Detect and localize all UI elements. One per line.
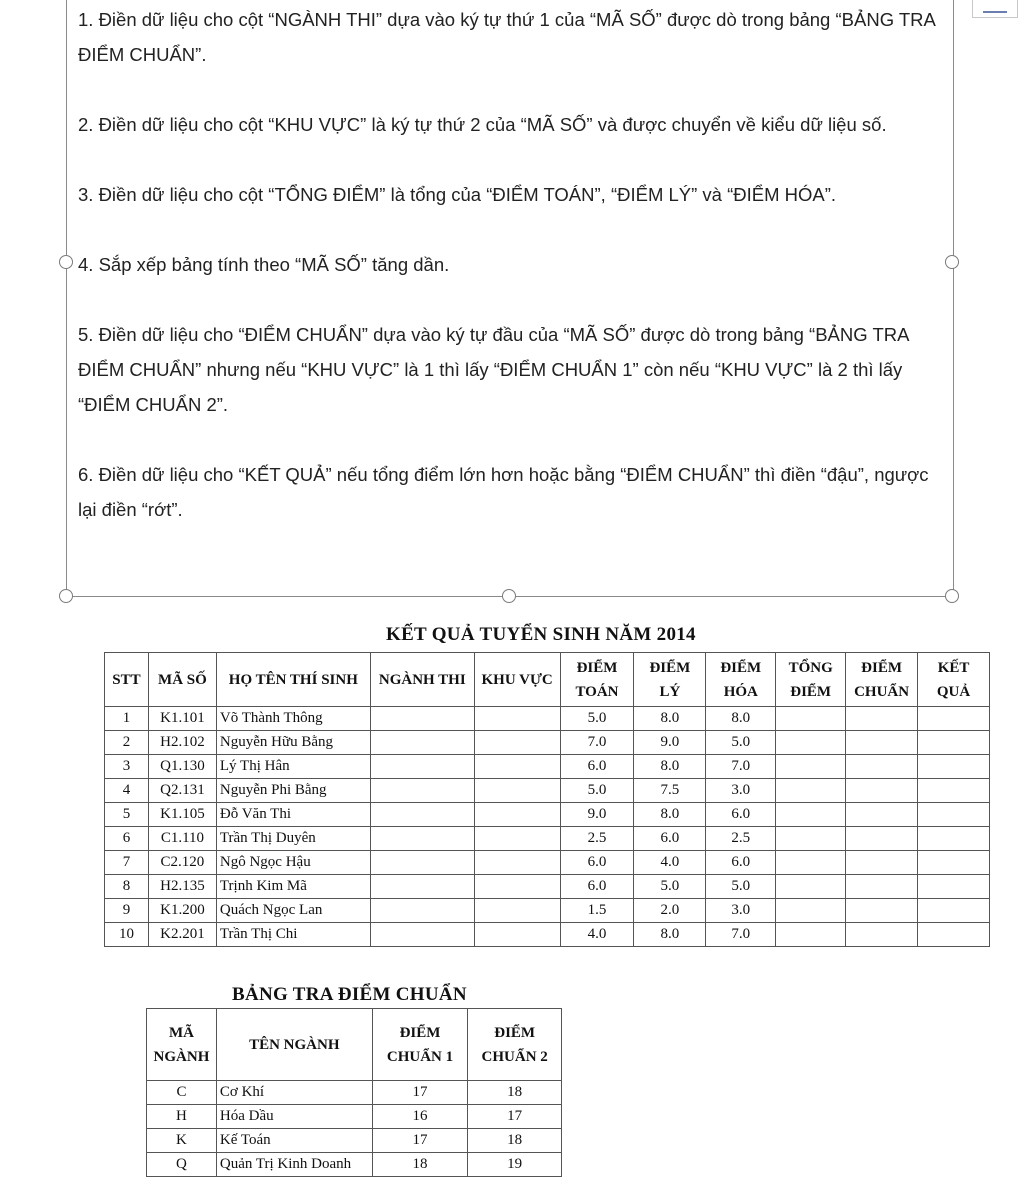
header-ho-ten: HỌ TÊN THÍ SINH	[216, 653, 370, 707]
cell-diem-ly[interactable]: 9.0	[634, 731, 706, 755]
cell-khu-vuc[interactable]	[474, 707, 560, 731]
cell-ma-so[interactable]: K1.105	[148, 803, 216, 827]
cell-diem-chuan[interactable]	[846, 707, 918, 731]
cell-stt[interactable]: 2	[105, 731, 149, 755]
cell-khu-vuc[interactable]	[474, 827, 560, 851]
cell-ten-nganh[interactable]: Hóa Dầu	[216, 1105, 372, 1129]
cell-nganh-thi[interactable]	[370, 731, 474, 755]
cell-ho-ten[interactable]: Lý Thị Hân	[216, 755, 370, 779]
table-row	[105, 899, 990, 923]
cell-diem-chuan-2[interactable]: 18	[468, 1081, 562, 1105]
instruction-4: 4. Sắp xếp bảng tính theo “MÃ SỐ” tăng dần.	[78, 254, 450, 275]
header-diem-toan: ĐIỂM TOÁN	[560, 653, 634, 707]
cell-diem-toan[interactable]: 5.0	[560, 779, 634, 803]
cell-diem-hoa[interactable]: 5.0	[706, 731, 776, 755]
cell-diem-chuan-2[interactable]: 17	[468, 1105, 562, 1129]
cell-diem-hoa[interactable]: 3.0	[706, 779, 776, 803]
cell-diem-chuan-1[interactable]: 17	[372, 1081, 468, 1105]
header-khu-vuc: KHU VỰC	[474, 653, 560, 707]
cell-diem-hoa[interactable]: 6.0	[706, 851, 776, 875]
header-diem-hoa: ĐIỂM HÓA	[706, 653, 776, 707]
cell-ho-ten[interactable]: Trần Thị Duyên	[216, 827, 370, 851]
header-ma-so: MÃ SỐ	[148, 653, 216, 707]
cell-stt[interactable]: 8	[105, 875, 149, 899]
cell-ma-nganh[interactable]: H	[147, 1105, 217, 1129]
cell-stt[interactable]: 7	[105, 851, 149, 875]
header-diem-ly: ĐIỂM LÝ	[634, 653, 706, 707]
cell-nganh-thi[interactable]	[370, 803, 474, 827]
cell-ho-ten[interactable]: Nguyễn Phi Bằng	[216, 779, 370, 803]
header-nganh-thi: NGÀNH THI	[370, 653, 474, 707]
cell-khu-vuc[interactable]	[474, 851, 560, 875]
cell-diem-chuan[interactable]	[846, 851, 918, 875]
cell-nganh-thi[interactable]	[370, 779, 474, 803]
cell-tong-diem[interactable]	[776, 923, 846, 947]
cell-ho-ten[interactable]: Trịnh Kim Mã	[216, 875, 370, 899]
cell-ket-qua[interactable]	[918, 923, 990, 947]
cell-ma-so[interactable]: K1.101	[148, 707, 216, 731]
table-row	[147, 1081, 562, 1105]
table-row	[147, 1129, 562, 1153]
cell-stt[interactable]: 6	[105, 827, 149, 851]
cell-ma-nganh[interactable]: C	[147, 1081, 217, 1105]
cell-ten-nganh[interactable]: Quản Trị Kinh Doanh	[216, 1153, 372, 1177]
table-row	[105, 827, 990, 851]
resize-handle-bottom-left[interactable]	[59, 589, 73, 603]
cell-diem-toan[interactable]: 2.5	[560, 827, 634, 851]
cell-khu-vuc[interactable]	[474, 755, 560, 779]
table-row	[105, 731, 990, 755]
cell-diem-chuan-2[interactable]: 19	[468, 1153, 562, 1177]
cell-diem-chuan[interactable]	[846, 755, 918, 779]
cell-diem-chuan[interactable]	[846, 827, 918, 851]
cell-ho-ten[interactable]: Võ Thành Thông	[216, 707, 370, 731]
cell-nganh-thi[interactable]	[370, 827, 474, 851]
instruction-2: 2. Điền dữ liệu cho cột “KHU VỰC” là ký tự thứ 2 của “MÃ SỐ” và được chuyển về kiểu dữ liệu số.	[78, 114, 887, 135]
table-row	[105, 875, 990, 899]
cell-diem-chuan[interactable]	[846, 731, 918, 755]
cell-diem-ly[interactable]: 2.0	[634, 899, 706, 923]
instruction-1: 1. Điền dữ liệu cho cột “NGÀNH THI” dựa vào ký tự thứ 1 của “MÃ SỐ” được dò trong bảng “BẢNG TRA ĐIỂM CHUẨN”.	[78, 9, 935, 65]
table-row	[105, 803, 990, 827]
cell-khu-vuc[interactable]	[474, 803, 560, 827]
cell-diem-ly[interactable]: 4.0	[634, 851, 706, 875]
cell-tong-diem[interactable]	[776, 755, 846, 779]
cell-diem-hoa[interactable]: 2.5	[706, 827, 776, 851]
cell-nganh-thi[interactable]	[370, 851, 474, 875]
cell-khu-vuc[interactable]	[474, 731, 560, 755]
header-stt: STT	[105, 653, 149, 707]
cell-ma-nganh[interactable]: K	[147, 1129, 217, 1153]
cell-ten-nganh[interactable]: Kế Toán	[216, 1129, 372, 1153]
cell-diem-toan[interactable]: 6.0	[560, 851, 634, 875]
cell-diem-chuan-1[interactable]: 17	[372, 1129, 468, 1153]
cell-diem-ly[interactable]: 8.0	[634, 707, 706, 731]
results-table	[104, 652, 990, 947]
cell-stt[interactable]: 4	[105, 779, 149, 803]
cell-stt[interactable]: 10	[105, 923, 149, 947]
cell-nganh-thi[interactable]	[370, 707, 474, 731]
cell-ket-qua[interactable]	[918, 851, 990, 875]
cell-ket-qua[interactable]	[918, 731, 990, 755]
cell-khu-vuc[interactable]	[474, 923, 560, 947]
cell-diem-toan[interactable]: 1.5	[560, 899, 634, 923]
cell-diem-toan[interactable]: 6.0	[560, 755, 634, 779]
cell-diem-toan[interactable]: 4.0	[560, 923, 634, 947]
cell-diem-toan[interactable]: 7.0	[560, 731, 634, 755]
cell-ket-qua[interactable]	[918, 827, 990, 851]
cell-diem-chuan-2[interactable]: 18	[468, 1129, 562, 1153]
lookup-table	[146, 1008, 562, 1177]
cell-ma-so[interactable]: H2.102	[148, 731, 216, 755]
cell-khu-vuc[interactable]	[474, 899, 560, 923]
cell-ma-so[interactable]: K2.201	[148, 923, 216, 947]
cell-nganh-thi[interactable]	[370, 755, 474, 779]
cell-tong-diem[interactable]	[776, 827, 846, 851]
cell-ho-ten[interactable]: Quách Ngọc Lan	[216, 899, 370, 923]
cell-diem-chuan-1[interactable]: 16	[372, 1105, 468, 1129]
instruction-5: 5. Điền dữ liệu cho “ĐIỂM CHUẨN” dựa vào ký tự đầu của “MÃ SỐ” được dò trong bảng “BẢNG TRA ĐIỂM CHUẨN” nhưng nếu “KHU VỰC” là 1 thì lấy “ĐIỂM CHUẨN 1” còn nếu “KHU VỰC” là 2 thì lấy “ĐIỂM CHUẨN 2”.	[78, 324, 909, 415]
cell-ket-qua[interactable]	[918, 779, 990, 803]
cell-ma-so[interactable]: K1.200	[148, 899, 216, 923]
results-table-title: KẾT QUẢ TUYỂN SINH NĂM 2014	[386, 624, 696, 645]
cell-diem-chuan[interactable]	[846, 923, 918, 947]
table-row	[105, 851, 990, 875]
cell-diem-chuan[interactable]	[846, 875, 918, 899]
header-tong-diem: TỔNG ĐIỂM	[776, 653, 846, 707]
cell-diem-toan[interactable]: 9.0	[560, 803, 634, 827]
cell-diem-chuan[interactable]	[846, 803, 918, 827]
cell-ho-ten[interactable]: Nguyễn Hữu Bằng	[216, 731, 370, 755]
cell-ket-qua[interactable]	[918, 755, 990, 779]
cell-diem-chuan[interactable]	[846, 899, 918, 923]
cell-diem-hoa[interactable]: 7.0	[706, 923, 776, 947]
table-row	[147, 1105, 562, 1129]
header-ma-nganh: MÃ NGÀNH	[147, 1009, 217, 1081]
cell-ket-qua[interactable]	[918, 875, 990, 899]
header-ket-qua: KẾT QUẢ	[918, 653, 990, 707]
cell-diem-chuan[interactable]	[846, 779, 918, 803]
cell-tong-diem[interactable]	[776, 779, 846, 803]
cell-diem-hoa[interactable]: 5.0	[706, 875, 776, 899]
cell-tong-diem[interactable]	[776, 803, 846, 827]
header-diem-chuan-1: ĐIỂM CHUẨN 1	[372, 1009, 468, 1081]
cell-diem-hoa[interactable]: 3.0	[706, 899, 776, 923]
cell-stt[interactable]: 5	[105, 803, 149, 827]
cell-stt[interactable]: 3	[105, 755, 149, 779]
cell-ma-nganh[interactable]: Q	[147, 1153, 217, 1177]
cell-stt[interactable]: 9	[105, 899, 149, 923]
cell-diem-ly[interactable]: 8.0	[634, 755, 706, 779]
cell-ten-nganh[interactable]: Cơ Khí	[216, 1081, 372, 1105]
cell-diem-ly[interactable]: 8.0	[634, 923, 706, 947]
cell-diem-ly[interactable]: 8.0	[634, 803, 706, 827]
cell-tong-diem[interactable]	[776, 875, 846, 899]
cell-ket-qua[interactable]	[918, 707, 990, 731]
resize-handle-left[interactable]	[59, 255, 73, 269]
cell-ket-qua[interactable]	[918, 803, 990, 827]
cell-diem-toan[interactable]: 5.0	[560, 707, 634, 731]
cell-ho-ten[interactable]: Đỗ Văn Thi	[216, 803, 370, 827]
table-row	[105, 923, 990, 947]
header-diem-chuan: ĐIỂM CHUẨN	[846, 653, 918, 707]
table-row	[105, 755, 990, 779]
table-row	[105, 779, 990, 803]
page-corner-mark	[972, 0, 1018, 18]
cell-nganh-thi[interactable]	[370, 923, 474, 947]
cell-diem-ly[interactable]: 7.5	[634, 779, 706, 803]
table-row	[105, 707, 990, 731]
cell-diem-hoa[interactable]: 7.0	[706, 755, 776, 779]
cell-tong-diem[interactable]	[776, 899, 846, 923]
instructions-text[interactable]	[78, 2, 938, 562]
cell-khu-vuc[interactable]	[474, 779, 560, 803]
cell-diem-hoa[interactable]: 6.0	[706, 803, 776, 827]
cell-diem-chuan-1[interactable]: 18	[372, 1153, 468, 1177]
cell-ma-so[interactable]: Q1.130	[148, 755, 216, 779]
cell-tong-diem[interactable]	[776, 707, 846, 731]
resize-handle-bottom-right[interactable]	[945, 589, 959, 603]
cell-ma-so[interactable]: C1.110	[148, 827, 216, 851]
cell-ma-so[interactable]: Q2.131	[148, 779, 216, 803]
table-row	[147, 1153, 562, 1177]
cell-tong-diem[interactable]	[776, 851, 846, 875]
cell-ma-so[interactable]: H2.135	[148, 875, 216, 899]
cell-nganh-thi[interactable]	[370, 899, 474, 923]
cell-nganh-thi[interactable]	[370, 875, 474, 899]
cell-tong-diem[interactable]	[776, 731, 846, 755]
cell-diem-hoa[interactable]: 8.0	[706, 707, 776, 731]
cell-ma-so[interactable]: C2.120	[148, 851, 216, 875]
cell-ket-qua[interactable]	[918, 899, 990, 923]
cell-diem-ly[interactable]: 6.0	[634, 827, 706, 851]
cell-stt[interactable]: 1	[105, 707, 149, 731]
instruction-3: 3. Điền dữ liệu cho cột “TỔNG ĐIỂM” là tổng của “ĐIỂM TOÁN”, “ĐIỂM LÝ” và “ĐIỂM HÓA”.	[78, 184, 837, 205]
cell-diem-toan[interactable]: 6.0	[560, 875, 634, 899]
header-ten-nganh: TÊN NGÀNH	[216, 1009, 372, 1081]
header-diem-chuan-2: ĐIỂM CHUẨN 2	[468, 1009, 562, 1081]
cell-ho-ten[interactable]: Ngô Ngọc Hậu	[216, 851, 370, 875]
cell-ho-ten[interactable]: Trần Thị Chi	[216, 923, 370, 947]
cell-diem-ly[interactable]: 5.0	[634, 875, 706, 899]
instruction-6: 6. Điền dữ liệu cho “KẾT QUẢ” nếu tổng điểm lớn hơn hoặc bằng “ĐIỂM CHUẨN” thì điền “đậu”, ngược lại điền “rớt”.	[78, 464, 929, 520]
lookup-table-title: BẢNG TRA ĐIỂM CHUẨN	[232, 984, 467, 1005]
cell-khu-vuc[interactable]	[474, 875, 560, 899]
resize-handle-bottom[interactable]	[502, 589, 516, 603]
resize-handle-right[interactable]	[945, 255, 959, 269]
